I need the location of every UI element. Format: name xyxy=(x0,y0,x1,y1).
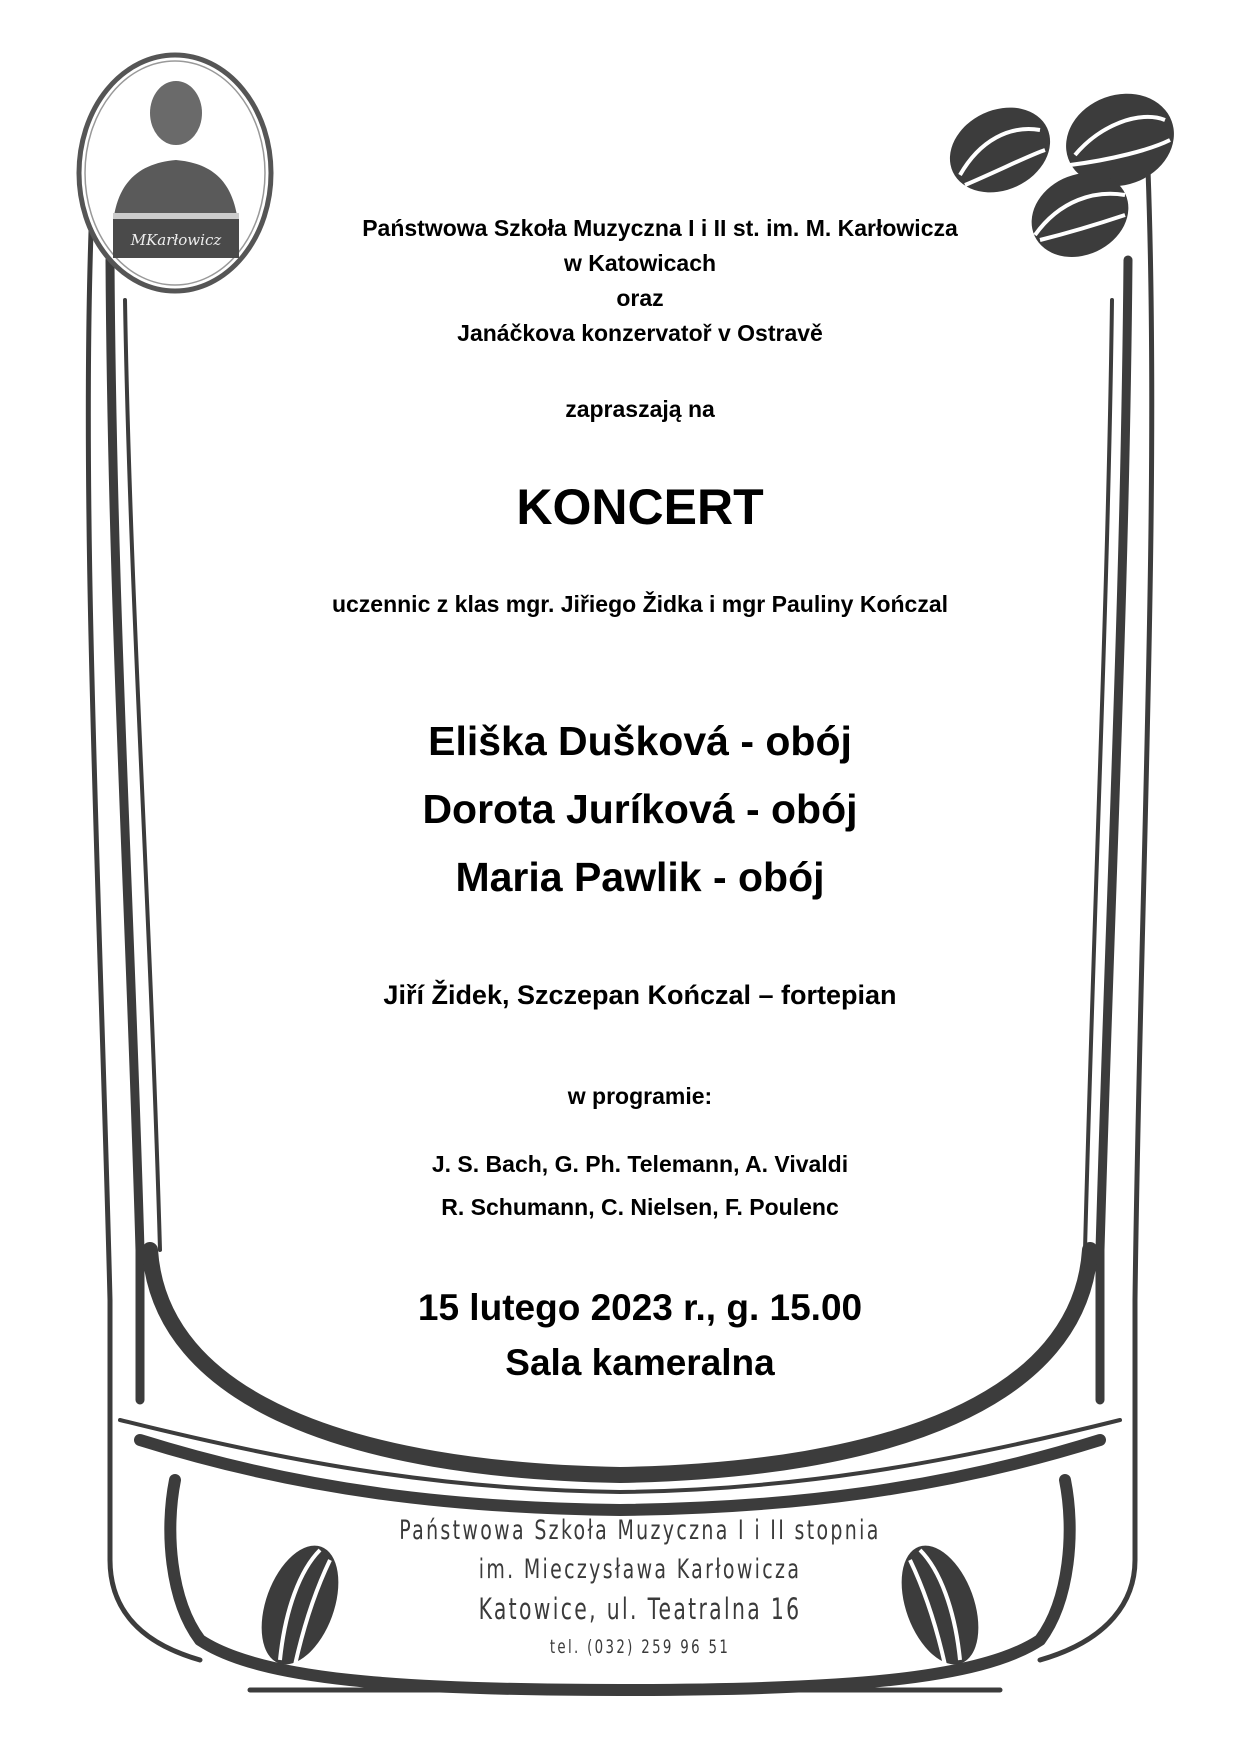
accompanists: Jiří Židek, Szczepan Kończal – fortepian xyxy=(383,980,897,1010)
composers-line-1: J. S. Bach, G. Ph. Telemann, A. Vivaldi xyxy=(431,1151,849,1177)
conservatory-name: Janáčkova konzervatoř v Ostravě xyxy=(457,320,823,346)
footer-address: Katowice, ul. Teatralna 16 xyxy=(478,1592,802,1626)
footer-phone: tel. (032) 259 96 51 xyxy=(549,1636,731,1658)
performer-2: Dorota Juríková - obój xyxy=(422,786,858,832)
concert-title: KONCERT xyxy=(516,479,764,535)
program-label: w programie: xyxy=(567,1083,713,1109)
footer-school-name: Państwowa Szkoła Muzyczna I i II stopnia xyxy=(399,1515,881,1546)
portrait-signature: MKarłowicz xyxy=(130,231,222,249)
performer-3: Maria Pawlik - obój xyxy=(455,854,825,900)
invite-text: zapraszają na xyxy=(565,396,715,422)
school-city: w Katowicach xyxy=(563,250,717,276)
concert-venue: Sala kameralna xyxy=(505,1342,775,1383)
composers-line-2: R. Schumann, C. Nielsen, F. Poulenc xyxy=(441,1194,839,1220)
concert-date-time: 15 lutego 2023 r., g. 15.00 xyxy=(417,1287,863,1328)
conjunction-oraz: oraz xyxy=(616,285,664,311)
performer-1: Eliška Dušková - obój xyxy=(428,718,852,764)
concert-subtitle: uczennic z klas mgr. Jiřiego Židka i mgr Pauliny Kończal xyxy=(331,591,949,617)
school-name: Państwowa Szkoła Muzyczna I i II st. im. M. Karłowicza xyxy=(362,215,958,241)
footer-school-patron: im. Mieczysława Karłowicza xyxy=(478,1554,802,1585)
